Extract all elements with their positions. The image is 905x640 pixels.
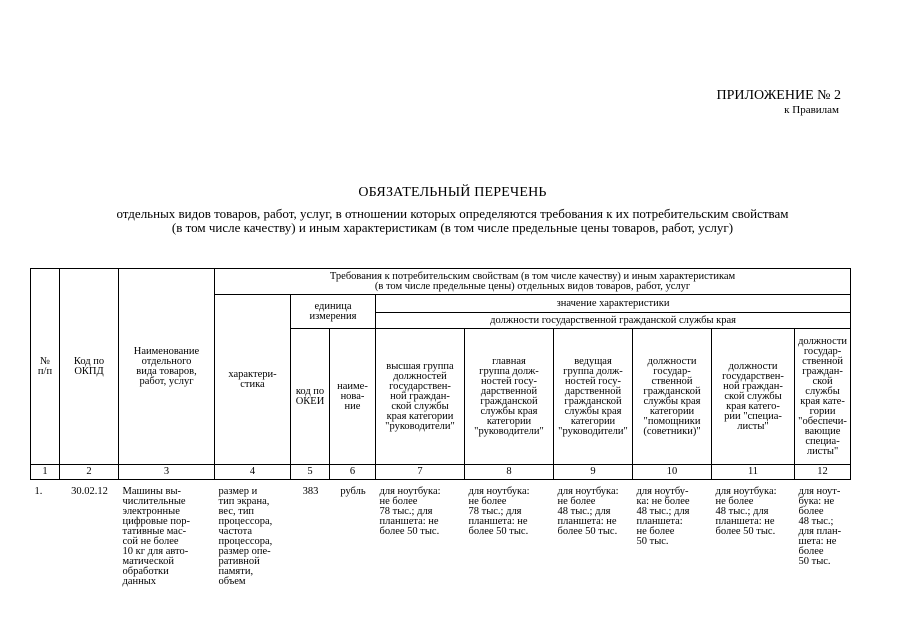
header-group-main: главная группа долж- ностей госу- дарственной гражданской службы края категории "руководители" xyxy=(465,329,554,465)
requirements-table xyxy=(30,268,851,587)
row-name: Машины вы- числительные электронные цифровые пор- тативные мас- сой не более 10 кг для авто- матической обработки данных xyxy=(122,486,190,587)
column-number: 10 xyxy=(633,465,712,480)
row-value-specialists: для ноутбука: не более 48 тыс.; для планшета: не более 50 тыс. xyxy=(715,486,777,537)
row-unit-name: рубль xyxy=(340,486,366,497)
row-characteristic: размер и тип экрана, вес, тип процессора, частота процессора, размер опе- ративной памяти, объем xyxy=(218,486,273,587)
column-number: 6 xyxy=(330,465,376,480)
header-group-leading: ведущая группа долж- ностей госу- дарственной гражданской службы края категории "руководители" xyxy=(554,329,633,465)
row-num: 1. xyxy=(34,486,43,497)
header-okpd: Код по ОКПД xyxy=(60,269,119,465)
row-value-leading: для ноутбука: не более 48 тыс.; для планшета: не более 50 тыс. xyxy=(557,486,619,537)
row-okpd: 30.02.12 xyxy=(71,486,108,497)
document-heading xyxy=(0,185,905,235)
column-number: 3 xyxy=(119,465,215,480)
column-number: 4 xyxy=(215,465,291,480)
column-number: 11 xyxy=(712,465,795,480)
header-positions: должности государственной гражданской службы края xyxy=(376,313,851,329)
document-title: ОБЯЗАТЕЛЬНЫЙ ПЕРЕЧЕНЬ xyxy=(358,185,547,200)
appendix-title: ПРИЛОЖЕНИЕ № 2 xyxy=(716,88,841,103)
row-value-main: для ноутбука: не более 78 тыс.; для планшета: не более 50 тыс. xyxy=(468,486,530,537)
header-unit-code: код по ОКЕИ xyxy=(291,329,330,465)
header-group-highest: высшая группа должностей государствен- ной граждан- ской службы края категории "руководители" xyxy=(376,329,465,465)
table-row xyxy=(31,480,851,588)
row-value-support: для ноут- бука: не более 48 тыс.; для план- шета: не более 50 тыс. xyxy=(798,486,842,567)
header-value: значение характеристики xyxy=(376,295,851,313)
column-number: 2 xyxy=(60,465,119,480)
row-unit-code: 383 xyxy=(302,486,319,497)
header-group-support: должности государ- ственной граждан- ской службы края кате- гории "обеспечи- вающие специа- листы" xyxy=(795,329,851,465)
header-group-specialists: должности государствен- ной граждан- ской службы края катего- рии "специа- листы" xyxy=(712,329,795,465)
column-number: 9 xyxy=(554,465,633,480)
document-subtitle-line-1: отдельных видов товаров, работ, услуг, в отношении которых определяются требования к их потребительским свойствам xyxy=(116,206,789,221)
row-value-advisers: для ноутбу- ка: не более 48 тыс.; для планшета: не более 50 тыс. xyxy=(636,486,690,547)
header-group-advisers: должности государ- ственной гражданской службы края категории "помощники (советники)" xyxy=(633,329,712,465)
column-number: 5 xyxy=(291,465,330,480)
header-unit-name: наиме- нова- ние xyxy=(330,329,376,465)
appendix-subtitle: к Правилам xyxy=(784,104,839,116)
header-unit: единица измерения xyxy=(291,295,376,329)
header-name: Наименование отдельного вида товаров, работ, услуг xyxy=(119,269,215,465)
column-number: 1 xyxy=(31,465,60,480)
document-subtitle-line-2: (в том числе качеству) и иным характеристикам (в том числе предельные цены товаров, работ, услуг) xyxy=(171,220,734,235)
header-requirements: Требования к потребительским свойствам (в том числе качеству) и иным характеристикам (в том числе предельные цены) отдельных видов товаров, работ, услуг xyxy=(215,269,851,295)
header-characteristic: характери- стика xyxy=(215,295,291,465)
column-number: 7 xyxy=(376,465,465,480)
row-value-highest: для ноутбука: не более 78 тыс.; для планшета: не более 50 тыс. xyxy=(379,486,441,537)
column-number: 12 xyxy=(795,465,851,480)
header-num: № п/п xyxy=(31,269,60,465)
appendix-block xyxy=(717,88,842,117)
column-number: 8 xyxy=(465,465,554,480)
